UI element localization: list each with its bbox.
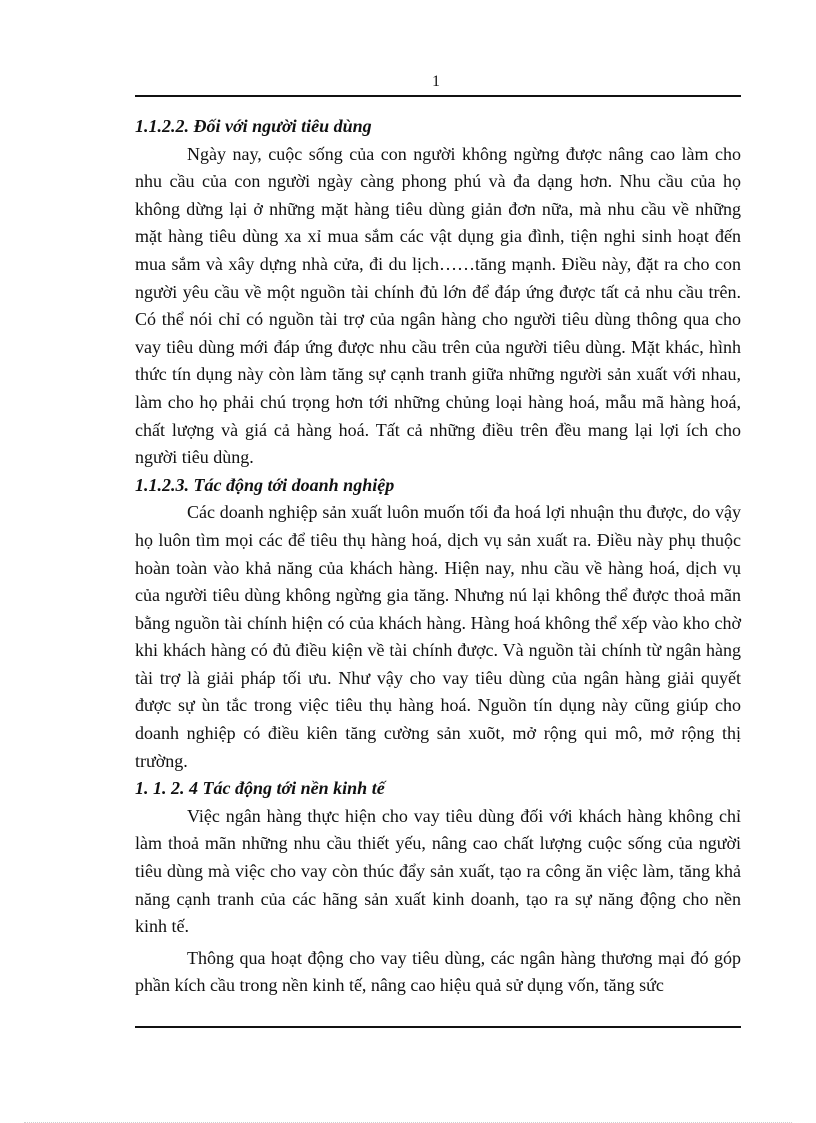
section-heading-business: 1.1.2.3. Tác động tới doanh nghiệp xyxy=(135,474,395,495)
paragraph-consumer: Ngày nay, cuộc sống của con người không ngừng được nâng cao làm cho nhu cầu của con người ngày càng phong phú và đa dạng hơn. Nhu cầu của họ không dừng lại ở những mặt hàng tiêu dùng giản đơn nữa, mà nhu cầu về những mặt hàng tiêu dùng xa xỉ mua sắm các vật dụng gia đình, tiện nghi sinh hoạt đến mua sắm và xây dựng nhà cửa, đi du lịch……tăng mạnh. Điều này, đặt ra cho con người yêu cầu về một nguồn tài chính đủ lớn để đáp ứng được tất cả nhu cầu trên. Có thể nói chỉ có nguồn tài trợ của ngân hàng cho người tiêu dùng thông qua cho vay tiêu dùng mới đáp ứng được nhu cầu trên của người tiêu dùng. Mặt khác, hình thức tín dụng này còn làm tăng sự cạnh tranh giữa những người sản xuất với nhau, làm cho họ phải chú trọng hơn tới những chủng loại hàng hoá, mẫu mã hàng hoá, chất lượng và giá cả hàng hoá. Tất cả những điều trên đều mang lại lợi ích cho người tiêu dùng. xyxy=(135,143,741,468)
section-heading-economy: 1. 1. 2. 4 Tác động tới nền kinh tế xyxy=(135,778,385,799)
footer-rule xyxy=(135,1026,741,1028)
header-rule xyxy=(135,95,741,97)
paragraph-economy-2: Thông qua hoạt động cho vay tiêu dùng, các ngân hàng thương mại đó góp phần kích cầu trong nền kinh tế, nâng cao hiệu quả sử dụng vốn, tăng sức xyxy=(135,947,741,996)
page-number: 1 xyxy=(432,73,440,90)
section-heading-consumer: 1.1.2.2. Đối với người tiêu dùng xyxy=(135,116,372,136)
paragraph-economy-1: Việc ngân hàng thực hiện cho vay tiêu dùng đối với khách hàng không chỉ làm thoả mãn những nhu cầu thiết yếu, nâng cao chất lượng cuộc sống của người tiêu dùng mà việc cho vay còn thúc đẩy sản xuất, tạo ra công ăn việc làm, tăng khả năng cạnh tranh của các hãng sản xuất kinh doanh, tạo ra sự năng động cho nền kinh tế. xyxy=(135,805,741,937)
document-body xyxy=(135,113,741,1000)
paragraph-business: Các doanh nghiệp sản xuất luôn muốn tối đa hoá lợi nhuận thu được, do vậy họ luôn tìm mọi các để tiêu thụ hàng hoá, dịch vụ sản xuất ra. Điều này phụ thuộc hoàn toàn vào khả năng của khách hàng. Hiện nay, nhu cầu về hàng hoá, dịch vụ của người tiêu dùng không ngừng gia tăng. Nhưng nú lại không thể được thoả mãn bằng nguồn tài chính hiện có của khách hàng. Hàng hoá không thể xếp vào kho chờ khi khách hàng có đủ điều kiện về tài chính được. Và nguồn tài chính từ ngân hàng tài trợ là giải pháp tối ưu. Như vậy cho vay tiêu dùng của ngân hàng giải quyết được sự ùn tắc trong việc tiêu thụ hàng hoá. Nguồn tín dụng này cũng giúp cho doanh nghiệp có điều kiên tăng cường sản xuõt, mở rộng qui mô, mở rộng thị trường. xyxy=(135,502,741,771)
